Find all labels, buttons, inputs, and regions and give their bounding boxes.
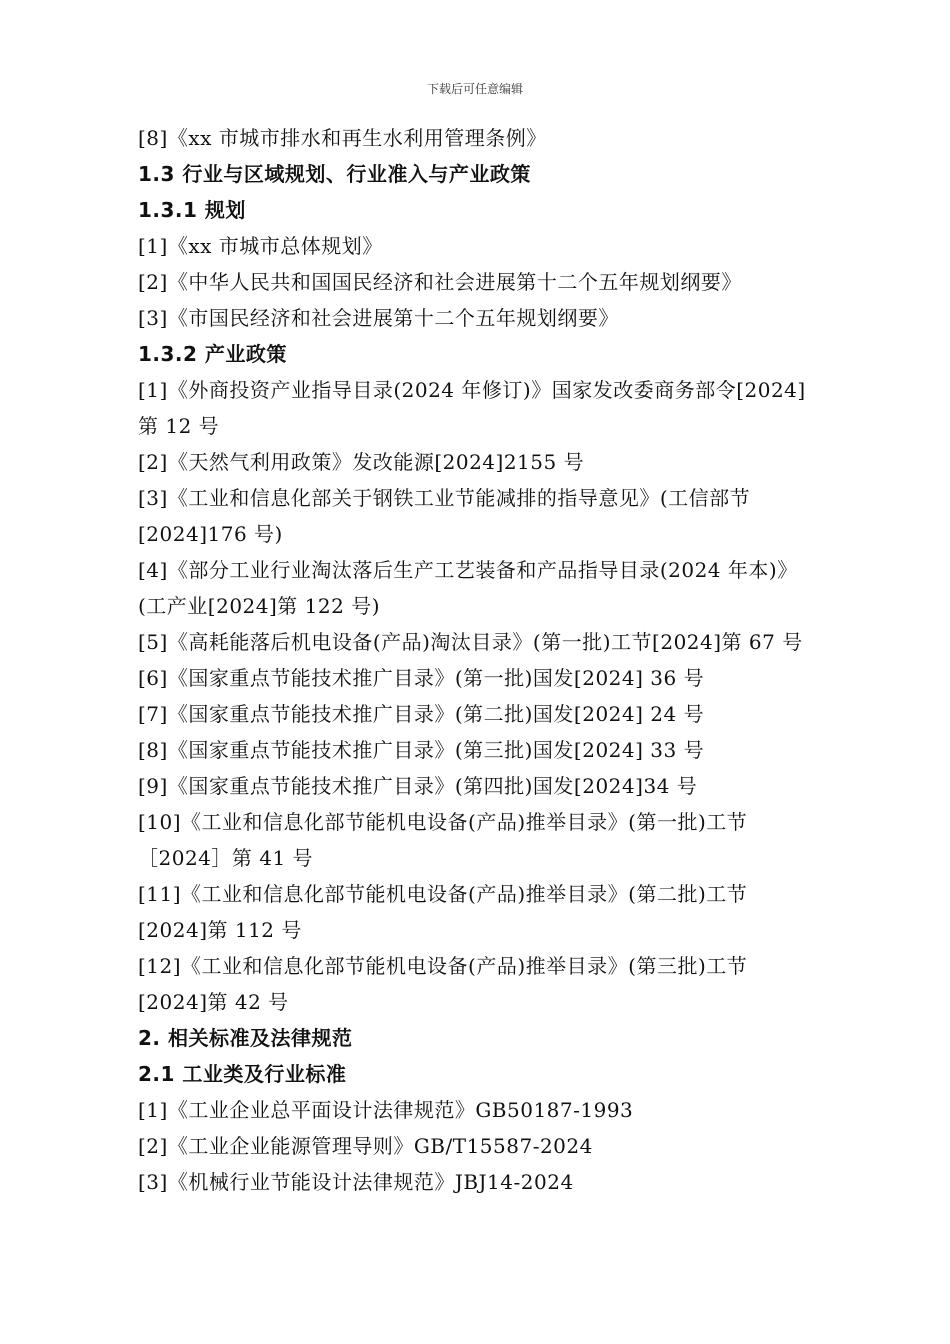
reference-line: [1]《xx 市城市总体规划》	[138, 234, 383, 258]
reference-line-continued: 第 12 号	[138, 414, 220, 438]
page-header-note: 下载后可任意编辑	[426, 82, 523, 96]
reference-line: [3]《机械行业节能设计法律规范》JBJ14-2024	[138, 1170, 574, 1194]
subsection-heading: 1.3.2 产业政策	[138, 342, 287, 366]
reference-line: [11]《工业和信息化部节能机电设备(产品)推举目录》(第二批)工节	[138, 882, 748, 906]
reference-line: [8]《国家重点节能技术推广目录》(第三批)国发[2024] 33 号	[138, 738, 705, 762]
reference-line-continued: ［2024］第 41 号	[138, 846, 314, 870]
subsection-heading: 2.1 工业类及行业标准	[138, 1062, 347, 1086]
subsection-heading: 1.3.1 规划	[138, 198, 246, 222]
reference-line: [1]《工业企业总平面设计法律规范》GB50187-1993	[138, 1098, 634, 1122]
reference-line: [2]《工业企业能源管理导则》GB/T15587-2024	[138, 1134, 593, 1158]
reference-line: [4]《部分工业行业淘汰落后生产工艺装备和产品指导目录(2024 年本)》	[138, 558, 798, 582]
reference-line-continued: [2024]176 号)	[138, 522, 283, 546]
reference-line: [2]《中华人民共和国国民经济和社会进展第十二个五年规划纲要》	[138, 270, 742, 294]
reference-line: [12]《工业和信息化部节能机电设备(产品)推举目录》(第三批)工节	[138, 954, 748, 978]
reference-line: [9]《国家重点节能技术推广目录》(第四批)国发[2024]34 号	[138, 774, 698, 798]
document-body	[138, 120, 862, 1200]
reference-line: [3]《市国民经济和社会进展第十二个五年规划纲要》	[138, 306, 619, 330]
reference-line: [3]《工业和信息化部关于钢铁工业节能减排的指导意见》(工信部节	[138, 486, 751, 510]
reference-line: [6]《国家重点节能技术推广目录》(第一批)国发[2024] 36 号	[138, 666, 705, 690]
reference-line-continued: [2024]第 42 号	[138, 990, 289, 1014]
reference-line-continued: [2024]第 112 号	[138, 918, 302, 942]
reference-line: [5]《高耗能落后机电设备(产品)淘汰目录》(第一批)工节[2024]第 67 号	[138, 630, 803, 654]
section-heading: 2. 相关标准及法律规范	[138, 1026, 353, 1050]
section-heading: 1.3 行业与区域规划、行业准入与产业政策	[138, 162, 531, 186]
reference-line: [8]《xx 市城市排水和再生水利用管理条例》	[138, 126, 547, 150]
reference-line: [7]《国家重点节能技术推广目录》(第二批)国发[2024] 24 号	[138, 702, 705, 726]
reference-line: [1]《外商投资产业指导目录(2024 年修订)》国家发改委商务部令[2024]	[138, 378, 806, 402]
reference-line: [2]《天然气利用政策》发改能源[2024]2155 号	[138, 450, 585, 474]
reference-line-continued: (工产业[2024]第 122 号)	[138, 594, 380, 618]
reference-line: [10]《工业和信息化部节能机电设备(产品)推举目录》(第一批)工节	[138, 810, 748, 834]
